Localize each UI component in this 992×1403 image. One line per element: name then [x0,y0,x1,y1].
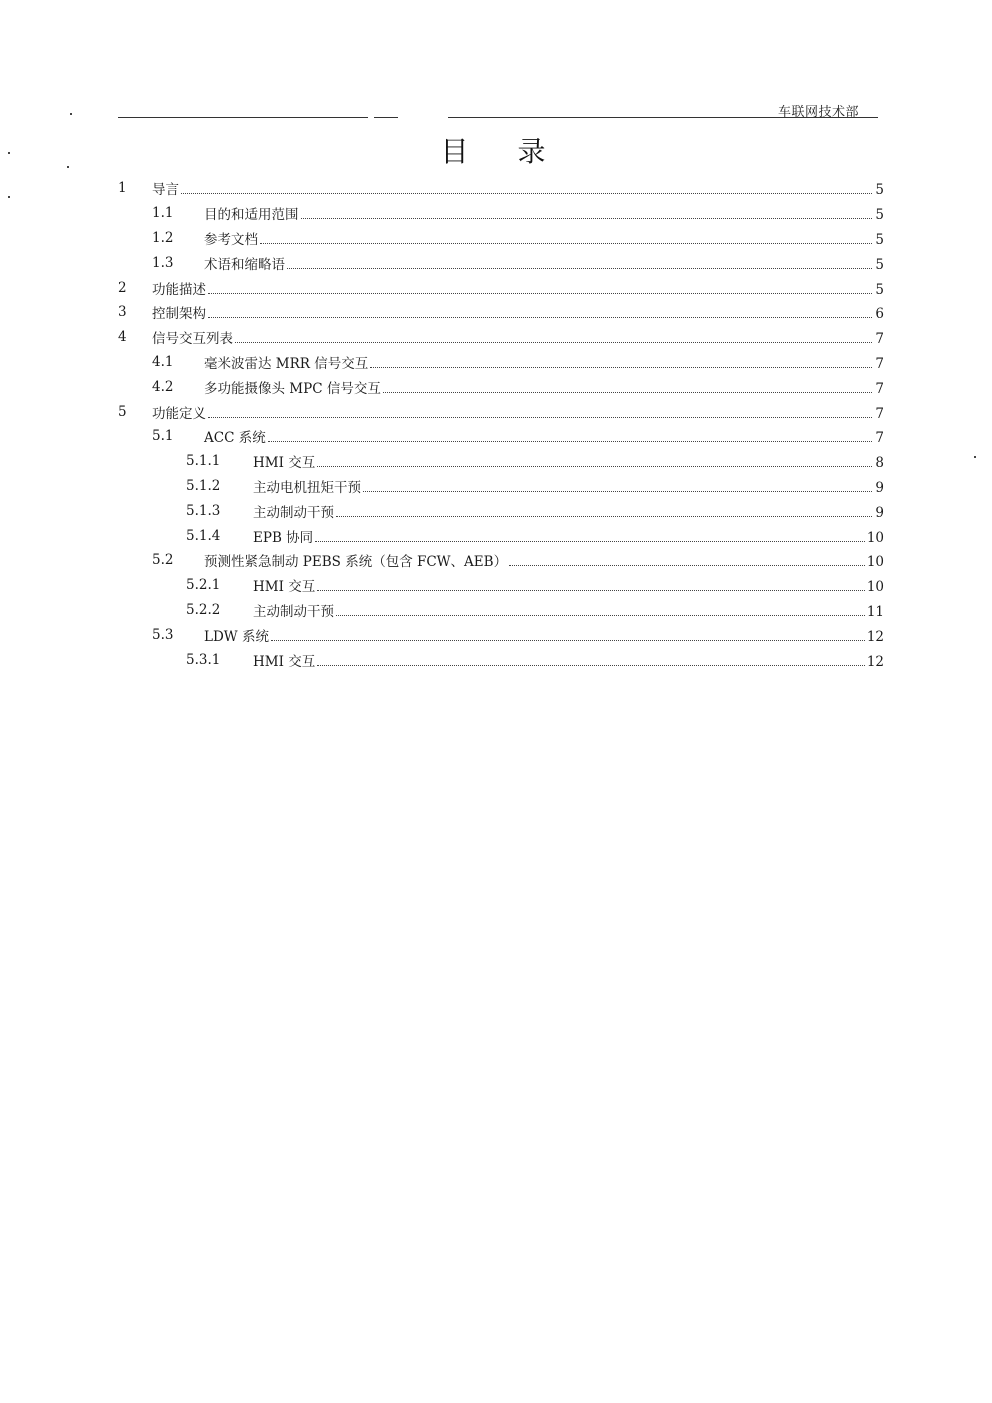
toc-entry[interactable] [0,548,992,573]
toc-entry[interactable] [0,250,992,275]
toc-entry-body [253,476,884,496]
toc-entry-body [204,426,884,446]
header-rule-left [118,117,368,118]
toc-dot-leader [208,293,872,294]
toc-entry-label: HMI 交互 [253,455,316,472]
toc-entry-label: 导言 [152,182,179,199]
toc-entry-body [253,526,884,546]
toc-dot-leader [271,640,865,641]
toc-entry[interactable] [0,424,992,449]
toc-entry-body [204,377,884,397]
toc-entry-page: 11 [866,603,884,620]
toc-entry-page: 7 [875,355,884,372]
toc-entry-body [152,278,884,298]
toc-entry[interactable] [0,498,992,523]
toc-entry-label: 功能描述 [152,281,206,298]
toc-entry-number: 4 [118,329,127,346]
toc-entry-number: 5.3 [152,626,174,643]
toc-entry-page: 7 [875,430,884,447]
toc-dot-leader [317,665,865,666]
toc-entry-page: 5 [875,281,884,298]
toc-entry[interactable] [0,474,992,499]
toc-entry-body [152,327,884,347]
toc-entry-body [253,575,884,595]
toc-entry-body [253,451,884,471]
toc-entry-number: 5.1.4 [186,527,221,544]
toc-entry-body [204,203,884,223]
toc-entry-label: HMI 交互 [253,579,316,596]
toc-entry-page: 8 [875,455,884,472]
toc-dot-leader [336,615,865,616]
toc-dot-leader [363,491,872,492]
toc-dot-leader [383,392,872,393]
toc-entry-label: 功能定义 [152,405,206,422]
toc-entry-label: 术语和缩略语 [204,256,285,273]
toc-entry[interactable] [0,350,992,375]
scan-speck [70,113,72,115]
toc-entry-page: 10 [866,529,884,546]
toc-entry-page: 5 [875,182,884,199]
toc-entry-body [204,352,884,372]
toc-entry[interactable] [0,275,992,300]
toc-entry-page: 5 [875,256,884,273]
toc-list [0,176,992,672]
toc-entry-body [152,402,884,422]
toc-entry-label: 主动制动干预 [253,603,334,620]
toc-entry-body [204,228,884,248]
toc-entry-page: 9 [875,479,884,496]
toc-entry-number: 5.1.3 [186,502,221,519]
toc-dot-leader [336,516,872,517]
toc-entry-label: 信号交互列表 [152,331,233,348]
toc-title: 目 录 [440,135,566,168]
toc-entry-page: 12 [866,628,884,645]
toc-entry[interactable] [0,399,992,424]
toc-entry[interactable] [0,647,992,672]
toc-dot-leader [509,565,865,566]
toc-dot-leader [268,441,872,442]
toc-entry[interactable] [0,449,992,474]
toc-entry-number: 5.2.1 [186,577,221,594]
toc-entry-label: 预测性紧急制动 PEBS 系统（包含 FCW、AEB） [204,554,508,571]
toc-dot-leader [260,243,872,244]
toc-entry[interactable] [0,573,992,598]
toc-entry[interactable] [0,176,992,201]
toc-entry-number: 5.3.1 [186,651,221,668]
toc-dot-leader [370,367,872,368]
toc-entry-body [253,501,884,521]
toc-entry-number: 4.2 [152,378,174,395]
header-rule-right [448,117,878,118]
toc-entry-label: 主动电机扭矩干预 [253,479,361,496]
toc-entry-number: 1.1 [152,205,174,222]
toc-entry-page: 10 [866,554,884,571]
toc-entry-body [204,550,884,570]
toc-entry-body [204,253,884,273]
toc-entry[interactable] [0,201,992,226]
toc-entry-number: 5.1.1 [186,453,221,470]
toc-entry-page: 6 [875,306,884,323]
toc-entry-number: 4.1 [152,353,174,370]
toc-entry-page: 5 [875,207,884,224]
toc-entry-label: ACC 系统 [204,430,266,447]
toc-entry-page: 7 [875,405,884,422]
toc-entry-page: 9 [875,504,884,521]
toc-entry-label: 参考文档 [204,231,258,248]
toc-dot-leader [208,317,872,318]
toc-entry[interactable] [0,300,992,325]
toc-entry-label: 多功能摄像头 MPC 信号交互 [204,380,381,397]
toc-dot-leader [181,193,872,194]
toc-entry[interactable] [0,325,992,350]
toc-entry-body [253,600,884,620]
toc-entry-page: 5 [875,231,884,248]
toc-entry-page: 10 [866,579,884,596]
toc-entry-body [152,302,884,322]
header-rule-mid [374,117,398,118]
toc-entry[interactable] [0,598,992,623]
toc-entry[interactable] [0,622,992,647]
toc-entry-number: 5.1.2 [186,477,221,494]
toc-entry-number: 5 [118,403,127,420]
toc-dot-leader [315,541,865,542]
toc-entry-page: 12 [866,653,884,670]
toc-entry-label: HMI 交互 [253,653,316,670]
toc-entry-number: 5.2 [152,552,174,569]
toc-entry-body [152,178,884,198]
toc-dot-leader [301,218,873,219]
toc-entry-label: 毫米波雷达 MRR 信号交互 [204,355,369,372]
toc-entry-number: 5.1 [152,428,174,445]
toc-dot-leader [235,342,872,343]
toc-entry-number: 5.2.2 [186,601,221,618]
toc-entry-body [204,625,884,645]
toc-entry-label: 目的和适用范围 [204,207,299,224]
toc-entry-number: 1.3 [152,254,174,271]
toc-entry-label: EPB 协同 [253,529,314,546]
toc-dot-leader [287,268,872,269]
toc-entry-label: 控制架构 [152,306,206,323]
toc-entry-number: 1 [118,180,127,197]
toc-entry-page: 7 [875,331,884,348]
toc-entry-label: LDW 系统 [204,628,269,645]
toc-entry[interactable] [0,523,992,548]
header-department: 车联网技术部 [778,105,860,120]
toc-entry-label: 主动制动干预 [253,504,334,521]
toc-entry-page: 7 [875,380,884,397]
toc-dot-leader [317,590,865,591]
toc-entry-number: 2 [118,279,127,296]
toc-dot-leader [317,466,872,467]
toc-entry[interactable] [0,374,992,399]
toc-entry[interactable] [0,226,992,251]
toc-entry-number: 3 [118,304,127,321]
toc-entry-number: 1.2 [152,229,174,246]
toc-entry-body [253,650,884,670]
toc-dot-leader [208,417,872,418]
